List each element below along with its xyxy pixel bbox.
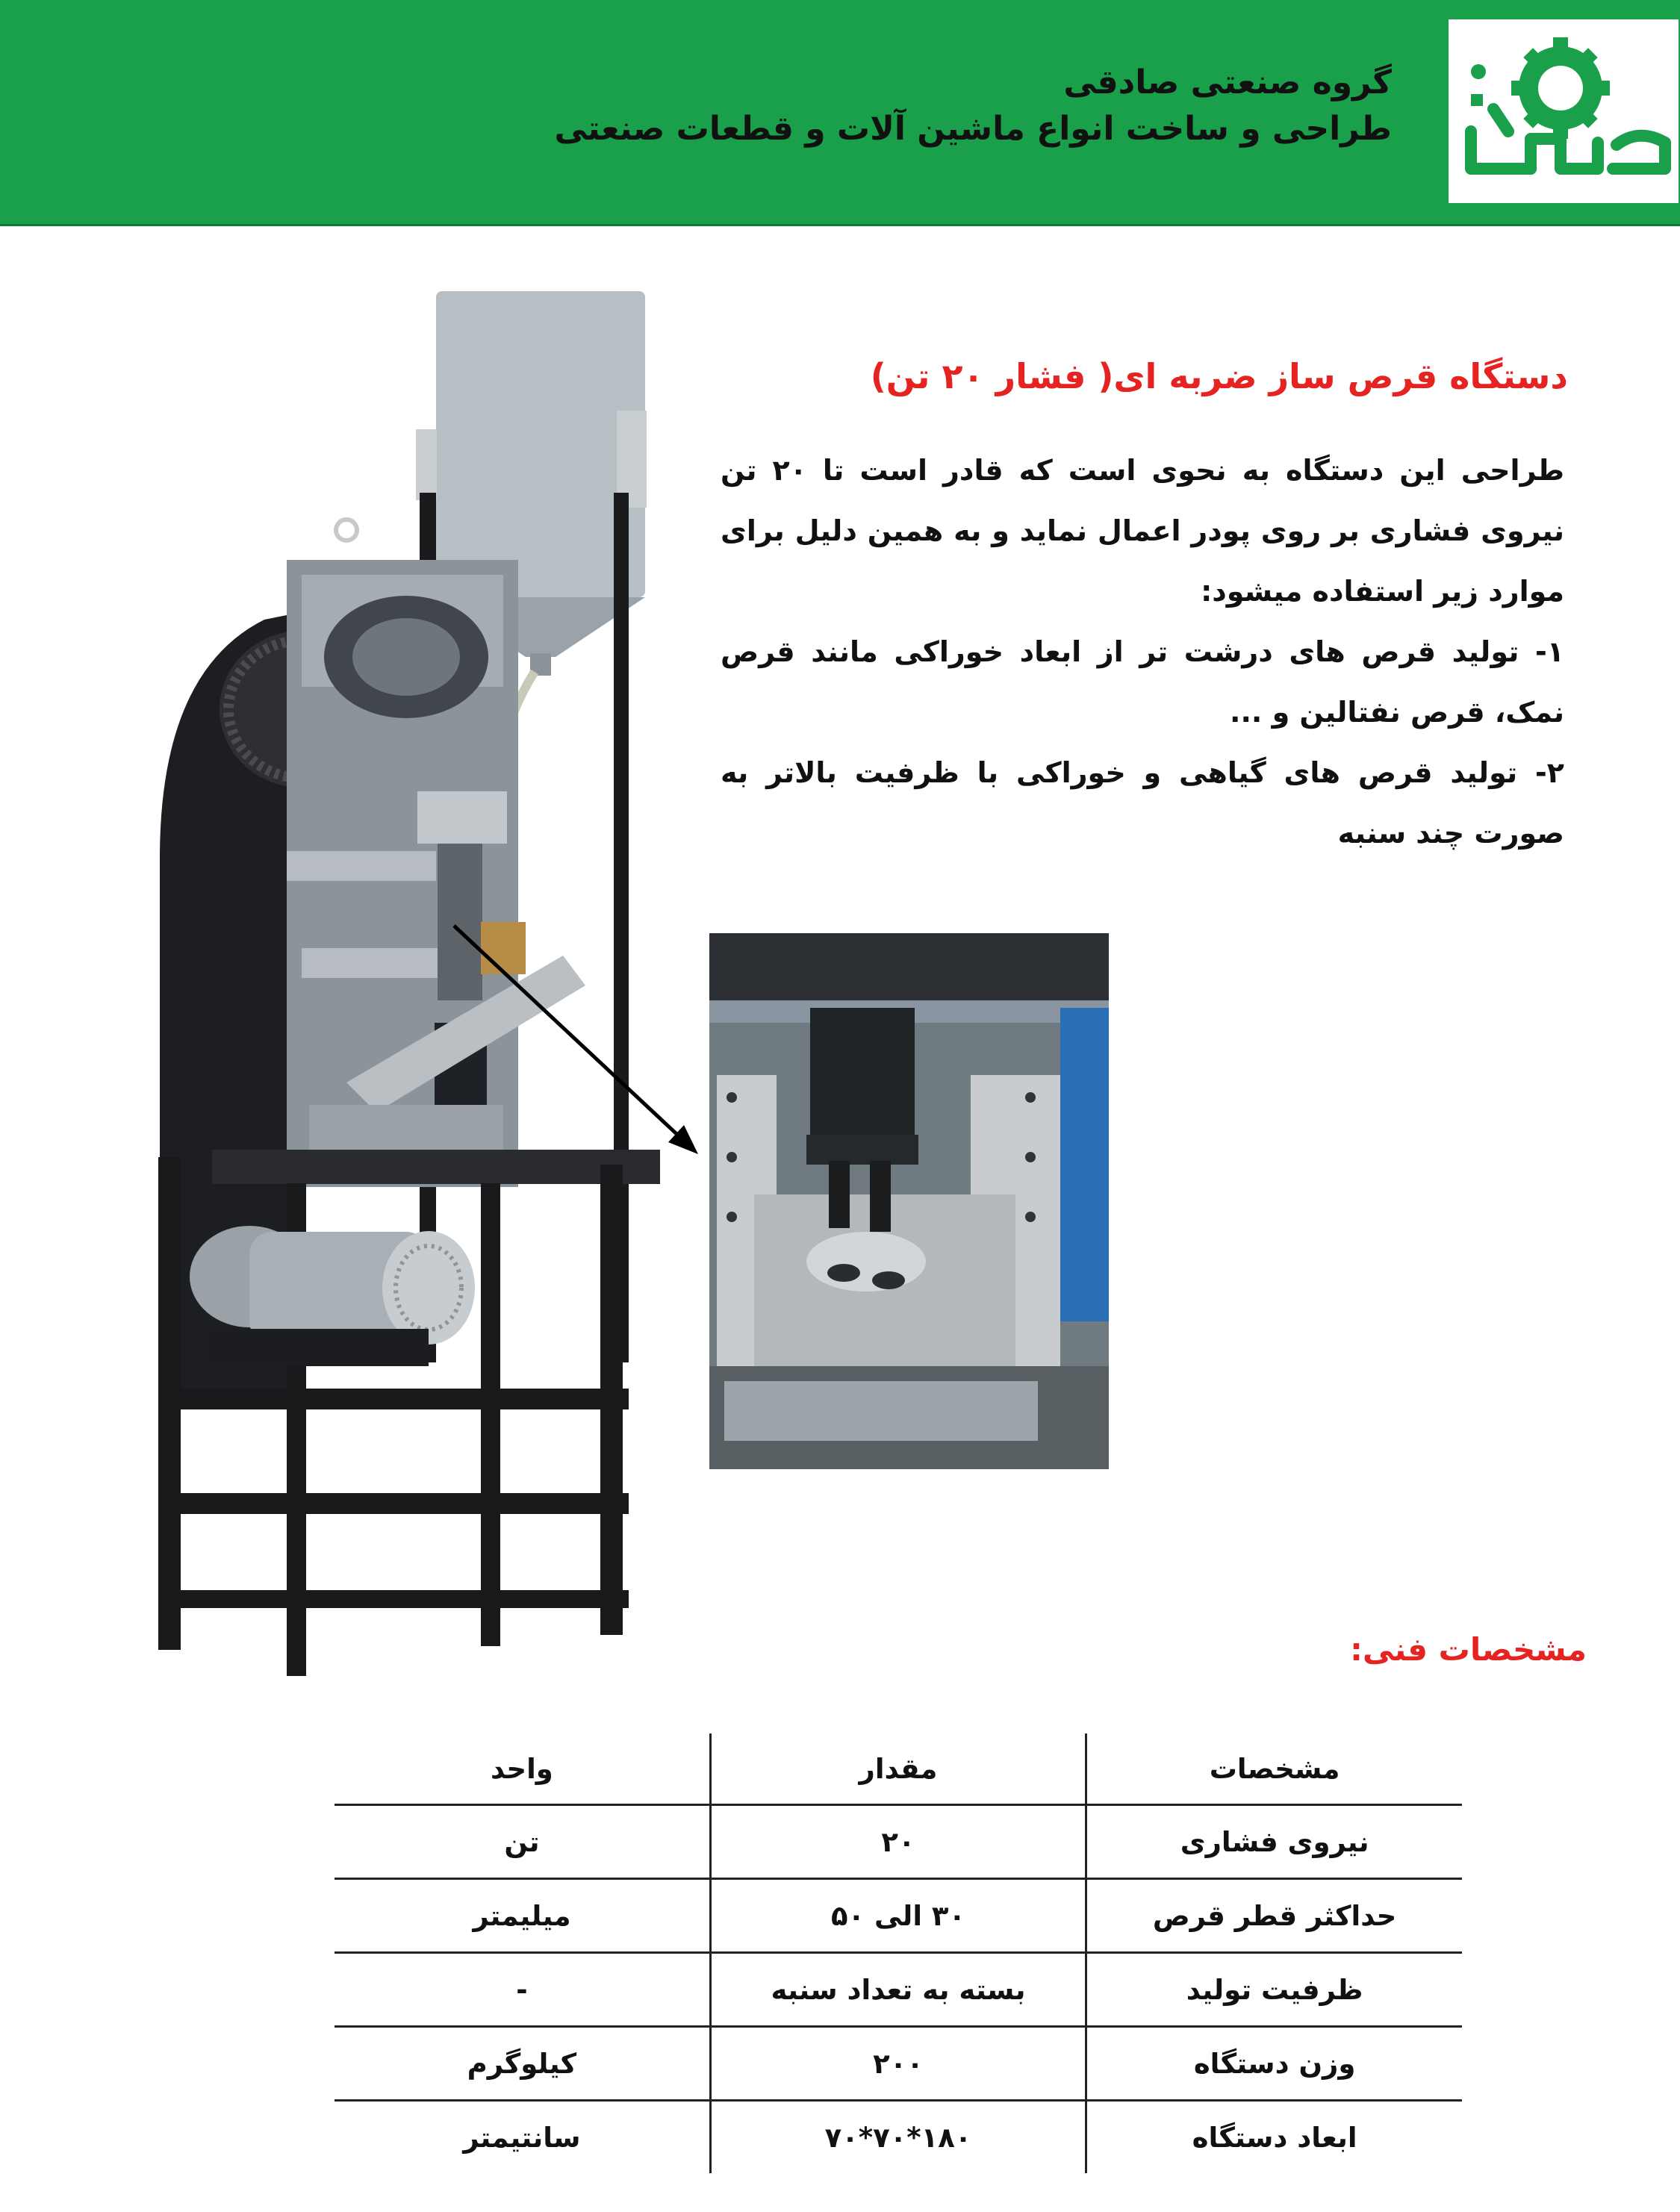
spec-value: ۲۰ — [710, 1805, 1086, 1879]
header-spec: مشخصات — [1086, 1733, 1462, 1805]
spec-name: ابعاد دستگاه — [1192, 2121, 1357, 2154]
spec-unit: تن — [335, 1805, 710, 1879]
description-item-2: ۲- تولید قرص های گیاهی و خوراکی با ظرفیت بالاتر به صورت چند سنبه — [721, 756, 1564, 850]
spec-value: ۳۰ الی ۵۰ — [710, 1879, 1086, 1953]
spec-unit: میلیمتر — [335, 1879, 710, 1953]
spec-name: نیروی فشاری — [1086, 1805, 1462, 1879]
punch-closeup-photo — [709, 933, 1109, 1469]
company-tagline: طراحی و ساخت انواع ماشین آلات و قطعات صنعتی — [554, 110, 1392, 148]
spec-table — [335, 1733, 1462, 2173]
spec-value: ۲۰۰ — [710, 2027, 1086, 2101]
table-row — [335, 2027, 1462, 2101]
header-unit: واحد — [335, 1733, 710, 1805]
table-row — [335, 2101, 1462, 2174]
specs-heading: مشخصات فنی: — [1350, 1631, 1587, 1668]
spec-unit: - — [335, 1953, 710, 2027]
company-logo — [1449, 19, 1679, 203]
spec-unit: سانتیمتر — [335, 2101, 710, 2174]
header-banner — [0, 0, 1680, 226]
product-description — [721, 440, 1564, 864]
spec-name: حداکثر قطر قرص — [1086, 1879, 1462, 1953]
spec-value: بسته به تعداد سنبه — [710, 1953, 1086, 2027]
table-row — [335, 1879, 1462, 1953]
spec-name: ظرفیت تولید — [1086, 1953, 1462, 2027]
company-name: گروه صنعتی صادقی — [1063, 63, 1392, 102]
spec-unit: کیلوگرم — [335, 2027, 710, 2101]
description-intro: طراحی این دستگاه به نحوی است که قادر است تا ۲۰ تن نیروی فشاری بر روی پودر اعمال نماید و به همین دلیل برای موارد زیر استفاده میشود: — [721, 454, 1564, 608]
company-heading — [555, 60, 1392, 152]
logo-gear-icon — [1449, 19, 1679, 203]
header-value: مقدار — [710, 1733, 1086, 1805]
product-title: دستگاه قرص ساز ضربه ای( فشار ۲۰ تن) — [870, 356, 1568, 396]
table-row — [335, 1805, 1462, 1879]
table-row — [335, 1953, 1462, 2027]
spec-name: وزن دستگاه — [1086, 2027, 1462, 2101]
spec-value: ۷۰*۷۰*۱۸۰ — [710, 2101, 1086, 2174]
description-item-1: ۱- تولید قرص های درشت تر از ابعاد خوراکی مانند قرص نمک، قرص نفتالین و ... — [721, 635, 1564, 729]
table-header-row — [335, 1733, 1462, 1805]
machine-photo — [78, 269, 660, 1687]
